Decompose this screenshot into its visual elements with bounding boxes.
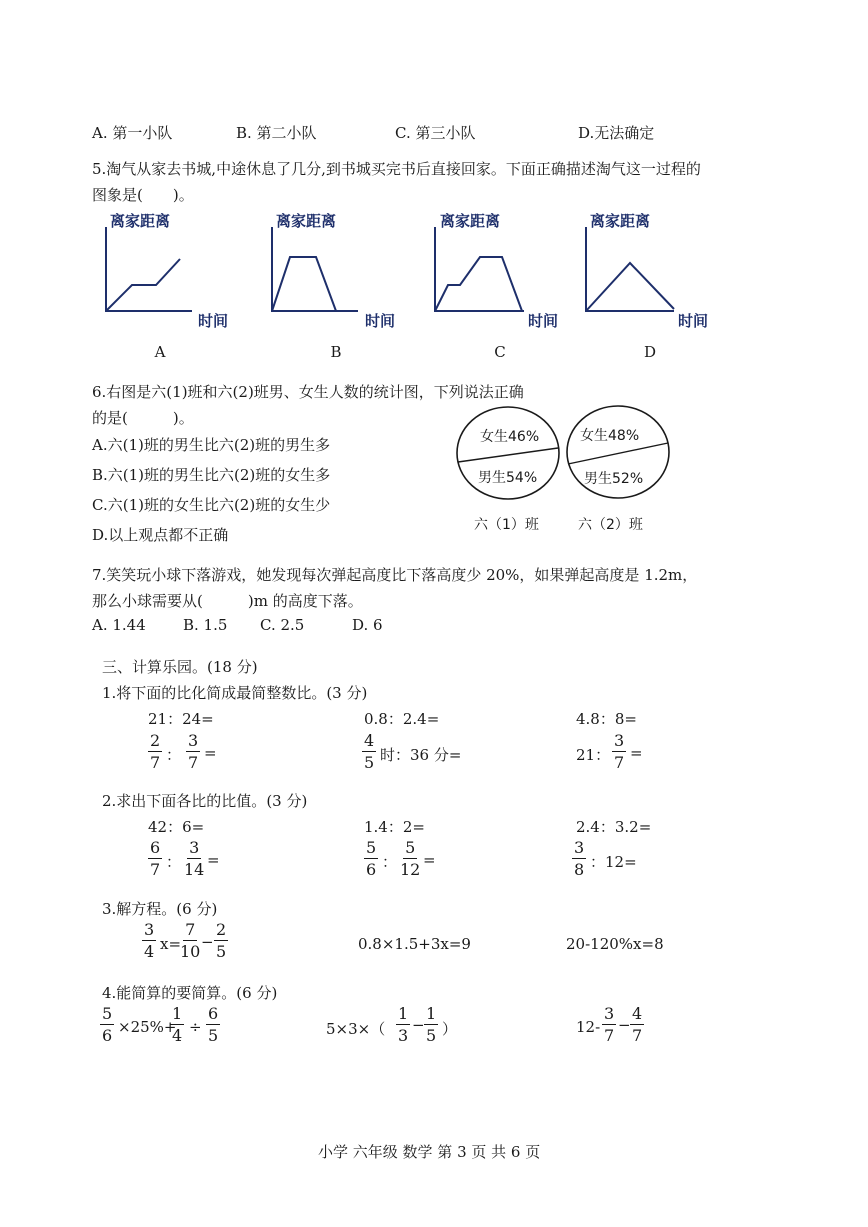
p4-calc-2-post: ） [442,1020,458,1038]
graph-c-x-label: 时间 [528,312,559,330]
p2-expr-4-fraction-1: $\frac{6}{7}$ [150,838,161,879]
p3-eq-3: 20-120%x=8 [566,935,664,953]
p1-expr-4-fraction-1: $\frac{2}{7}$ [150,731,161,772]
pie-class-2-caption: 六（2）班 [578,517,643,533]
q5-question-line2: 图象是( )。 [92,186,194,204]
p1-expr-5-rest: 时：36 分= [380,746,462,764]
part-2-title: 2.求出下面各比的比值。(3 分) [102,792,308,810]
p3-eq-1-fraction-3: $\frac{2}{5}$ [216,920,227,961]
graph-d-line [586,263,674,311]
p2-expr-4-eq: = [207,851,220,869]
q6-option-d: D.以上观点都不正确 [92,526,229,544]
q6-option-a: A.六(1)班的男生比六(2)班的男生多 [92,436,331,454]
part-4-title: 4.能简算的要简算。(6 分) [102,984,278,1002]
p4-calc-2-minus: − [412,1016,425,1034]
p2-expr-5-sep: ： [382,853,398,871]
graph-a-x-label: 时间 [198,312,229,330]
p1-expr-6-eq: = [630,744,643,762]
p1-expr-1: 21：24= [148,710,214,728]
p4-calc-3-fraction-2: $\frac{4}{7}$ [632,1004,643,1045]
p3-eq-2: 0.8×1.5+3x=9 [358,935,471,953]
p4-calc-1-mid: ×25%+ [118,1018,177,1036]
graph-d-y-label: 离家距离 [590,212,651,230]
pie-class-1 [457,407,559,533]
page-footer: 小学 六年级 数学 第 3 页 共 6 页 [318,1143,541,1161]
q6-pie-charts [450,400,680,540]
p4-calc-2-pre: 5×3×（ [326,1020,386,1038]
p4-calc-2-fraction-2: $\frac{1}{5}$ [426,1004,437,1045]
pie-class-1-boys: 男生54% [478,470,538,486]
p3-eq-1-fraction-2: $\frac{7}{10}$ [180,920,201,961]
p2-expr-5-fraction-2: $\frac{5}{12}$ [400,838,421,879]
p1-expr-2: 0.8：2.4= [364,710,440,728]
q7-question-line1: 7.笑笑玩小球下落游戏，她发现每次弹起高度比下落高度少 20%，如果弹起高度是 1.2m， [92,566,698,584]
p2-expr-6-fraction: $\frac{3}{8}$ [574,838,585,879]
p1-expr-3: 4.8：8= [576,710,637,728]
q7-question-line2: 那么小球需要从( )m 的高度下落。 [92,592,363,610]
q7-option-d: D. 6 [352,616,383,634]
p4-calc-1-fraction-2: $\frac{1}{4}$ [172,1004,183,1045]
p1-expr-6-pre: 21： [576,746,611,764]
q5-graphs [90,205,770,365]
q4-option-a: A. 第一小队 [92,124,173,142]
graph-c-line [435,257,522,311]
p2-expr-6-rest: ：12= [590,853,637,871]
q6-option-b: B.六(1)班的男生比六(2)班的女生多 [92,466,331,484]
pie-class-2-boys: 男生52% [584,471,644,487]
graph-d-label: D [643,343,657,361]
graph-b-label: B [330,343,342,361]
p2-expr-1: 42：6= [148,818,205,836]
graph-b-x-label: 时间 [365,312,396,330]
p4-calc-3-minus: − [618,1016,631,1034]
p1-expr-4-eq: = [204,744,217,762]
p2-expr-5-eq: = [423,851,436,869]
graph-d-axes [586,227,674,311]
graph-b-axes [272,227,358,311]
q6-question-line2: 的是( )。 [92,409,194,427]
p3-eq-1-minus: − [201,933,214,951]
part-1-title: 1.将下面的比化简成最简整数比。(3 分) [102,684,368,702]
pie-class-1-caption: 六（1）班 [474,517,539,533]
p4-calc-1-div: ÷ [189,1018,202,1036]
p4-calc-1-fraction-3: $\frac{6}{5}$ [208,1004,219,1045]
p1-expr-4-fraction-2: $\frac{3}{7}$ [188,731,199,772]
p4-calc-2-fraction-1: $\frac{1}{3}$ [398,1004,409,1045]
pie-class-2-divider [568,443,668,464]
p3-eq-1-fraction-1: $\frac{3}{4}$ [144,920,155,961]
graph-c-axes [435,227,524,311]
graph-d-x-label: 时间 [678,312,709,330]
p4-calc-1-fraction-1: $\frac{5}{6}$ [102,1004,113,1045]
part-3-title: 3.解方程。(6 分) [102,900,218,918]
pie-class-1-divider [458,448,558,462]
section-3-title: 三、计算乐园。(18 分) [102,658,258,676]
graph-c-y-label: 离家距离 [440,212,501,230]
p1-expr-5-fraction: $\frac{4}{5}$ [364,731,375,772]
p2-expr-4-fraction-2: $\frac{3}{14}$ [184,838,205,879]
p1-expr-4-sep: ： [166,746,182,764]
graph-d [586,212,708,361]
graph-c-label: C [494,343,506,361]
q7-option-c: C. 2.5 [260,616,305,634]
q7-option-b: B. 1.5 [183,616,228,634]
q6-question-line1: 6.右图是六(1)班和六(2)班男、女生人数的统计图，下列说法正确 [92,383,524,401]
p2-expr-4-sep: ： [166,853,182,871]
p2-expr-2: 1.4：2= [364,818,425,836]
pie-class-1-girls: 女生46% [480,429,540,445]
p4-calc-3-fraction-1: $\frac{3}{7}$ [604,1004,615,1045]
q5-question-line1: 5.淘气从家去书城,中途休息了几分,到书城买完书后直接回家。下面正确描述淘气这一过程的 [92,160,701,178]
graph-a [106,212,228,361]
p2-expr-5-fraction-1: $\frac{5}{6}$ [366,838,377,879]
q6-option-c: C.六(1)班的女生比六(2)班的女生少 [92,496,331,514]
pie-class-2 [567,406,669,533]
graph-b-line [272,257,336,311]
p2-expr-3: 2.4：3.2= [576,818,652,836]
q4-option-b: B. 第二小队 [236,124,317,142]
graph-a-y-label: 离家距离 [110,212,171,230]
pie-class-2-girls: 女生48% [580,428,640,444]
graph-b [272,212,395,361]
p3-eq-1-mid: x= [160,935,182,953]
q4-option-c: C. 第三小队 [395,124,476,142]
graph-c [435,212,558,361]
q7-option-a: A. 1.44 [92,616,146,634]
q4-option-d: D.无法确定 [578,124,655,142]
graph-b-y-label: 离家距离 [276,212,337,230]
graph-a-line [106,259,180,311]
p1-expr-6-fraction: $\frac{3}{7}$ [614,731,625,772]
graph-a-label: A [154,343,166,361]
p4-calc-3-pre: 12- [576,1018,601,1036]
